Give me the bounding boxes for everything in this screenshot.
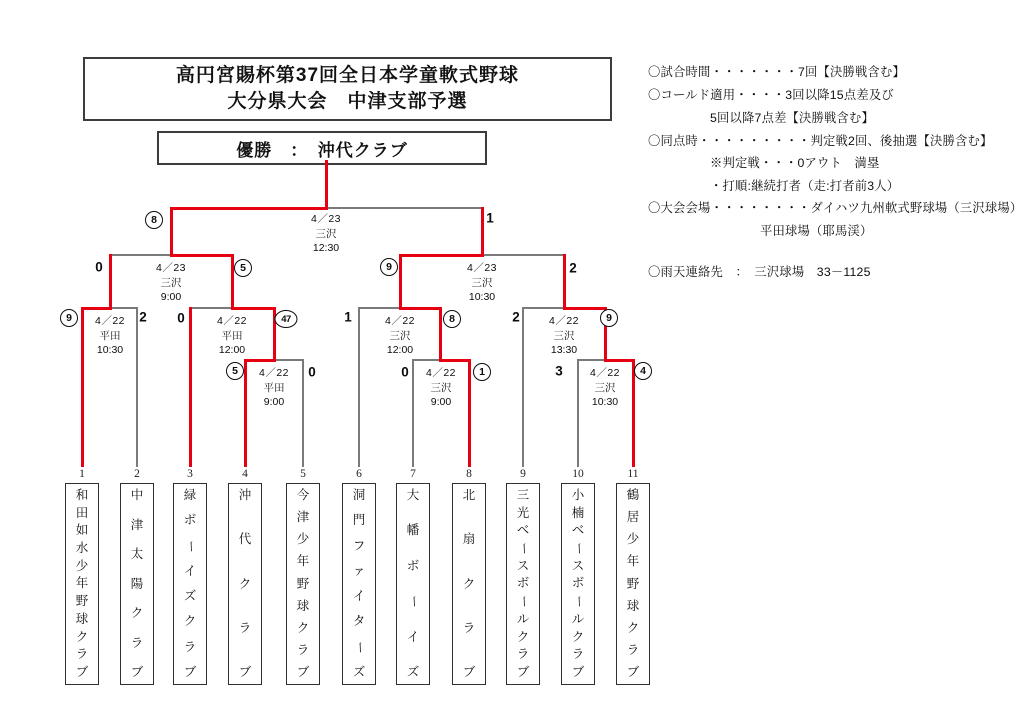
bracket-line: [413, 359, 441, 361]
team-name-char: 洞: [352, 488, 366, 502]
game-time: 9:00: [263, 396, 285, 408]
winner-path-line: [400, 254, 484, 257]
game-info-sf1: [156, 261, 186, 305]
game-venue: 三沢: [553, 329, 575, 342]
team-name-char: 今: [296, 488, 310, 502]
team-seed: 6: [356, 468, 362, 480]
note-line: 〇試合時間・・・・・・・7回【決勝戦含む】: [648, 65, 905, 79]
game-date: 4／22: [384, 315, 416, 327]
team-box-9: [506, 483, 540, 685]
game-venue: 三沢: [430, 381, 452, 394]
team-seed: 3: [187, 468, 193, 480]
team-name-char: ク: [296, 620, 310, 635]
winner-path-line: [171, 254, 234, 257]
game-date: 4／23: [310, 213, 342, 225]
team-name-char: 鶴: [626, 488, 640, 502]
team-name-char: タ: [352, 614, 366, 629]
score-right-qf1: 2: [139, 309, 147, 325]
score-left-sf1: 0: [95, 259, 103, 275]
team-name-char: ズ: [183, 589, 197, 604]
team-name-char: ラ: [238, 620, 252, 635]
game-date: 4／22: [216, 315, 248, 327]
team-name-char: フ: [352, 538, 366, 553]
team-name-char: ラ: [626, 642, 640, 657]
game-info-sf2: [467, 261, 497, 305]
team-name-char: 水: [75, 541, 89, 556]
game-info-qf2: [217, 314, 247, 358]
champion-text: 優勝 ： 沖代クラブ: [236, 140, 408, 160]
team-box-10: [561, 483, 595, 685]
team-name-char: ス: [516, 558, 530, 573]
team-name-char: 沖: [238, 488, 252, 502]
team-name-char: ク: [238, 576, 252, 591]
team-name-char: ー: [516, 595, 531, 608]
game-date: 4／22: [589, 367, 621, 379]
winner-score-left-qf1: 9: [60, 309, 78, 327]
winner-score-left-sf2: 9: [380, 258, 398, 276]
team-name-char: 居: [626, 510, 640, 525]
bracket-line: [358, 307, 360, 467]
game-time: 12:00: [386, 344, 414, 356]
score-left-r1c: 3: [555, 363, 563, 379]
team-seed: 11: [627, 468, 639, 480]
winner-path-line: [439, 359, 470, 362]
team-name-char: 代: [238, 532, 252, 547]
game-info-r1c: [590, 366, 620, 410]
winner-path-line: [231, 254, 234, 310]
team-name-char: 津: [130, 517, 144, 532]
team-name-char: ク: [183, 614, 197, 629]
score-right-sf2: 2: [569, 260, 577, 276]
winner-path-line: [81, 307, 84, 467]
team-name-char: ー: [571, 542, 586, 555]
team-name-char: 緑: [183, 488, 197, 502]
score-right-final: 1: [486, 210, 494, 226]
team-name-char: ブ: [130, 665, 144, 679]
winner-path-line: [244, 359, 247, 467]
team-box-1: [65, 483, 99, 685]
team-name-char: 太: [130, 547, 144, 561]
game-time: 12:00: [218, 344, 246, 356]
team-name-char: 幡: [406, 523, 420, 538]
team-name-char: ラ: [75, 647, 89, 662]
game-time: 9:00: [160, 291, 182, 303]
game-time: 10:30: [591, 396, 619, 408]
team-name-char: 年: [75, 576, 89, 591]
title-box: [83, 57, 612, 121]
winner-path-line: [325, 160, 328, 210]
note-line: 〇雨天連絡先 ： 三沢球場 33－1125: [648, 265, 871, 279]
team-name-char: イ: [406, 629, 420, 644]
winner-path-line: [189, 307, 192, 467]
game-venue: 三沢: [315, 227, 337, 240]
winner-score-right-r1c: 4: [634, 362, 652, 380]
team-name-char: ー: [516, 542, 531, 555]
team-name-char: 少: [296, 532, 310, 547]
bracket-line: [190, 307, 233, 309]
bracket-line: [577, 359, 579, 467]
team-name-char: ベ: [571, 523, 585, 538]
team-name-char: ボ: [183, 513, 197, 528]
team-box-7: [396, 483, 430, 685]
bracket-line: [136, 307, 138, 467]
team-name-char: ク: [571, 629, 585, 644]
team-name-char: 陽: [130, 576, 144, 591]
team-name-char: 少: [626, 532, 640, 547]
team-box-8: [452, 483, 486, 685]
team-name-char: ラ: [296, 642, 310, 657]
bracket-line: [578, 359, 605, 361]
game-info-final: [311, 212, 341, 256]
team-name-char: イ: [352, 589, 366, 604]
bracket-line: [359, 307, 400, 309]
team-name-char: ボ: [406, 558, 420, 573]
team-name-char: 球: [296, 598, 310, 613]
winner-score-left-final: 8: [145, 211, 163, 229]
team-name-char: ー: [571, 595, 586, 608]
champion-box: [157, 131, 487, 165]
game-time: 10:30: [468, 291, 496, 303]
team-name-char: ス: [571, 558, 585, 573]
game-venue: 平田: [99, 329, 121, 342]
note-line: ・打順:継続打者（走:打者前3人）: [710, 179, 900, 193]
team-name-char: ブ: [296, 665, 310, 679]
game-date: 4／22: [258, 367, 290, 379]
team-name-char: ク: [75, 629, 89, 644]
team-name-char: ラ: [183, 639, 197, 654]
game-venue: 三沢: [160, 276, 182, 289]
game-info-r1b: [426, 366, 456, 410]
winner-path-line: [481, 207, 484, 257]
game-date: 4／23: [466, 262, 498, 274]
team-name-char: ク: [626, 620, 640, 635]
team-seed: 7: [410, 468, 416, 480]
team-name-char: ー: [406, 595, 421, 608]
team-name-char: 和: [75, 488, 89, 502]
team-name-char: 野: [296, 576, 310, 591]
winner-path-line: [82, 307, 112, 310]
team-box-3: [173, 483, 207, 685]
team-name-char: ズ: [406, 664, 420, 679]
score-left-qf3: 1: [344, 309, 352, 325]
bracket-line: [523, 307, 564, 309]
game-time: 9:00: [430, 396, 452, 408]
team-name-char: ブ: [626, 665, 640, 679]
team-name-char: 北: [462, 488, 476, 502]
score-left-r1b: 0: [401, 364, 409, 380]
team-seed: 4: [242, 468, 248, 480]
note-line: 平田球場（耶馬渓）: [760, 224, 873, 238]
team-name-char: ベ: [516, 523, 530, 538]
game-venue: 三沢: [594, 381, 616, 394]
note-line: ※判定戦・・・0アウト 満塁: [710, 156, 880, 170]
team-name-char: ブ: [516, 664, 530, 679]
team-name-char: 小: [571, 488, 585, 502]
team-name-char: 球: [626, 598, 640, 613]
team-name-char: 少: [75, 558, 89, 573]
team-box-2: [120, 483, 154, 685]
team-name-char: 楠: [571, 505, 585, 520]
game-venue: 三沢: [389, 329, 411, 342]
note-line: 5回以降7点差【決勝戦含む】: [710, 111, 875, 125]
game-info-qf4: [549, 314, 579, 358]
team-name-char: ラ: [516, 647, 530, 662]
bracket-line: [482, 254, 564, 256]
bracket-line: [412, 359, 414, 467]
team-seed: 8: [466, 468, 472, 480]
team-seed: 5: [300, 468, 306, 480]
winner-score-right-sf1: 5: [234, 259, 252, 277]
team-name-char: 野: [75, 594, 89, 609]
game-venue: 平田: [263, 381, 285, 394]
winner-score-right-qf2: 47: [275, 310, 298, 328]
winner-path-line: [232, 307, 275, 310]
winner-score-right-qf3: 8: [443, 310, 461, 328]
game-time: 12:30: [312, 242, 340, 254]
score-left-qf4: 2: [512, 309, 520, 325]
game-date: 4／22: [548, 315, 580, 327]
winner-path-line: [109, 254, 112, 310]
bracket-line: [110, 307, 137, 309]
team-name-char: ク: [462, 576, 476, 591]
team-box-6: [342, 483, 376, 685]
team-name-char: ル: [516, 611, 530, 626]
team-name-char: 光: [516, 505, 530, 520]
game-date: 4／23: [155, 262, 187, 274]
bracket-line: [522, 307, 524, 467]
winner-path-line: [170, 207, 173, 257]
game-date: 4／22: [94, 315, 126, 327]
game-info-qf1: [95, 314, 125, 358]
winner-path-line: [563, 254, 566, 310]
team-name-char: 扇: [462, 532, 476, 547]
team-seed: 1: [79, 468, 85, 480]
team-name-char: ズ: [352, 664, 366, 679]
team-seed: 10: [572, 468, 584, 480]
winner-score-right-r1b: 1: [473, 363, 491, 381]
winner-path-line: [399, 254, 402, 310]
bracket-line: [274, 359, 303, 361]
team-name-char: ブ: [462, 665, 476, 679]
score-right-r1a: 0: [308, 364, 316, 380]
team-name-char: ル: [571, 611, 585, 626]
winner-path-line: [468, 359, 471, 467]
winner-path-line: [563, 307, 606, 310]
team-name-char: ブ: [238, 665, 252, 679]
team-name-char: ボ: [571, 576, 585, 591]
bracket-line: [302, 359, 304, 467]
team-name-char: イ: [183, 563, 197, 578]
team-name-char: 大: [406, 488, 420, 502]
team-name-char: 中: [130, 488, 144, 502]
bracket-line: [110, 254, 173, 256]
team-name-char: ク: [516, 629, 530, 644]
team-name-char: ー: [183, 539, 198, 553]
game-time: 10:30: [96, 344, 124, 356]
team-name-char: ー: [352, 640, 367, 654]
team-box-11: [616, 483, 650, 685]
game-venue: 平田: [221, 329, 243, 342]
winner-score-right-qf4: 9: [600, 309, 618, 327]
winner-path-line: [604, 359, 634, 362]
team-name-char: ブ: [571, 664, 585, 679]
team-name-char: 如: [75, 523, 89, 538]
team-name-char: ボ: [516, 576, 530, 591]
team-name-char: 門: [352, 513, 366, 528]
team-seed: 9: [520, 468, 526, 480]
winner-path-line: [439, 307, 442, 362]
game-time: 13:30: [550, 344, 578, 356]
winner-score-left-r1a: 5: [226, 362, 244, 380]
team-seed: 2: [134, 468, 140, 480]
game-info-qf3: [385, 314, 415, 358]
score-left-qf2: 0: [177, 310, 185, 326]
game-date: 4／22: [425, 367, 457, 379]
team-name-char: 三: [516, 488, 530, 502]
winner-path-line: [245, 359, 276, 362]
team-name-char: 年: [626, 554, 640, 569]
team-name-char: 年: [296, 554, 310, 569]
team-box-5: [286, 483, 320, 685]
title-line2: 大分県大会 中津支部予選: [227, 91, 468, 112]
team-name-char: ラ: [571, 647, 585, 662]
team-name-char: 野: [626, 576, 640, 591]
team-name-char: ク: [130, 606, 144, 620]
note-line: 〇同点時・・・・・・・・・判定戦2回、後抽選【決勝含む】: [648, 134, 993, 148]
note-line: 〇コールド適用・・・・3回以降15点差及び: [648, 88, 894, 102]
game-info-r1a: [259, 366, 289, 410]
team-name-char: ラ: [462, 620, 476, 635]
team-name-char: ラ: [130, 635, 144, 650]
title-line1: 高円宮賜杯第37回全日本学童軟式野球: [175, 65, 520, 86]
note-line: 〇大会会場・・・・・・・・ダイハツ九州軟式野球場（三沢球場）: [648, 201, 1023, 215]
team-name-char: ブ: [183, 664, 197, 679]
bracket-line: [326, 207, 482, 209]
team-name-char: 田: [75, 505, 89, 520]
team-name-char: ァ: [352, 563, 366, 578]
game-venue: 三沢: [471, 276, 493, 289]
team-name-char: ブ: [75, 664, 89, 679]
team-name-char: 津: [296, 510, 310, 525]
winner-path-line: [171, 207, 328, 210]
winner-path-line: [399, 307, 442, 310]
team-box-4: [228, 483, 262, 685]
team-name-char: 球: [75, 611, 89, 626]
